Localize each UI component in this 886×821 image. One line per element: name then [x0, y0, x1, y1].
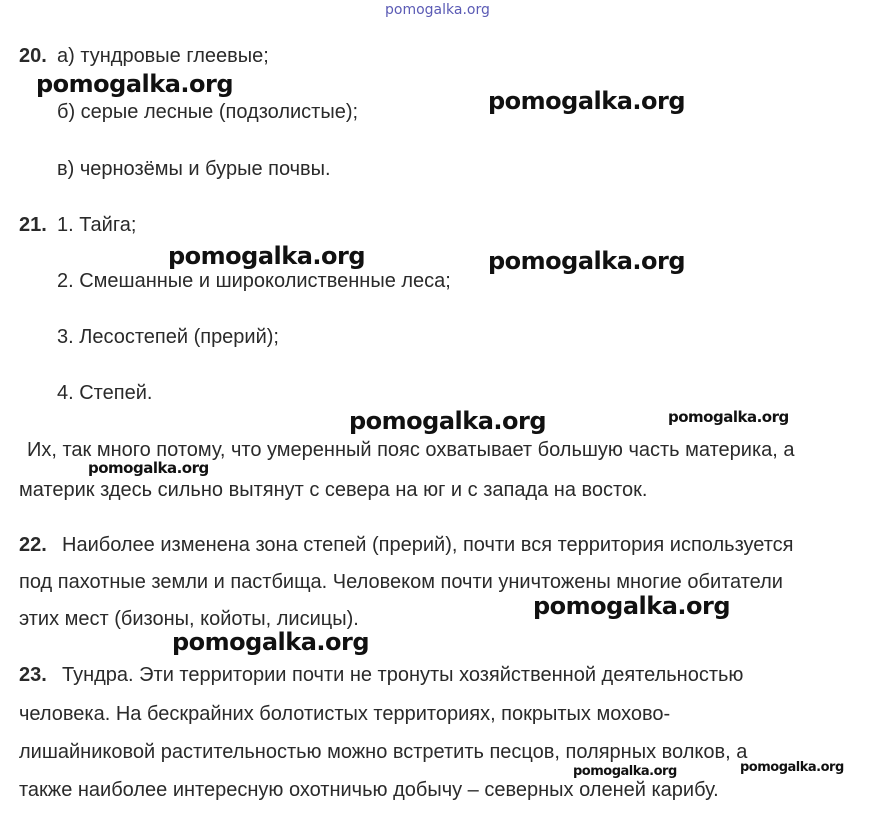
answer-number: 22.: [19, 534, 47, 556]
paragraph-line: Их, так много потому, что умеренный пояс охватывает большую часть материка, а: [27, 439, 795, 461]
answer-number: 23.: [19, 664, 47, 686]
watermark: pomogalka.org: [36, 70, 234, 98]
list-item: 2. Смешанные и широколиственные леса;: [57, 270, 451, 292]
watermark: pomogalka.org: [668, 408, 789, 426]
paragraph-line: Наиболее изменена зона степей (прерий), почти вся территория используется: [62, 534, 794, 556]
watermark: pomogalka.org: [488, 247, 686, 275]
paragraph-line: под пахотные земли и пастбища. Человеком почти уничтожены многие обитатели: [19, 571, 783, 593]
paragraph-line: человека. На бескрайних болотистых территориях, покрытых мохово-: [19, 703, 671, 725]
watermark: pomogalka.org: [168, 242, 366, 270]
answer-line: а) тундровые глеевые;: [57, 45, 269, 67]
watermark: pomogalka.org: [488, 87, 686, 115]
paragraph-line: этих мест (бизоны, койоты, лисицы).: [19, 608, 359, 630]
list-item: 4. Степей.: [57, 382, 153, 404]
answer-number: 20.: [19, 45, 47, 67]
paragraph-line: лишайниковой растительностью можно встретить песцов, полярных волков, а: [19, 741, 748, 763]
watermark: pomogalka.org: [740, 760, 844, 775]
watermark: pomogalka.org: [88, 459, 209, 477]
watermark: pomogalka.org: [533, 592, 731, 620]
answer-number: 21.: [19, 214, 47, 236]
answer-line: в) чернозёмы и бурые почвы.: [57, 158, 331, 180]
watermark: pomogalka.org: [349, 407, 547, 435]
list-item: 3. Лесостепей (прерий);: [57, 326, 279, 348]
paragraph-line: материк здесь сильно вытянут с севера на юг и с запада на восток.: [19, 479, 648, 501]
paragraph-line: Тундра. Эти территории почти не тронуты хозяйственной деятельностью: [62, 664, 744, 686]
answer-line: б) серые лесные (подзолистые);: [57, 101, 359, 123]
paragraph-line: также наиболее интересную охотничью добычу – северных оленей карибу.: [19, 779, 719, 801]
watermark-top: pomogalka.org: [385, 2, 490, 18]
list-item: 1. Тайга;: [57, 214, 137, 236]
watermark: pomogalka.org: [172, 628, 370, 656]
watermark: pomogalka.org: [573, 764, 677, 779]
